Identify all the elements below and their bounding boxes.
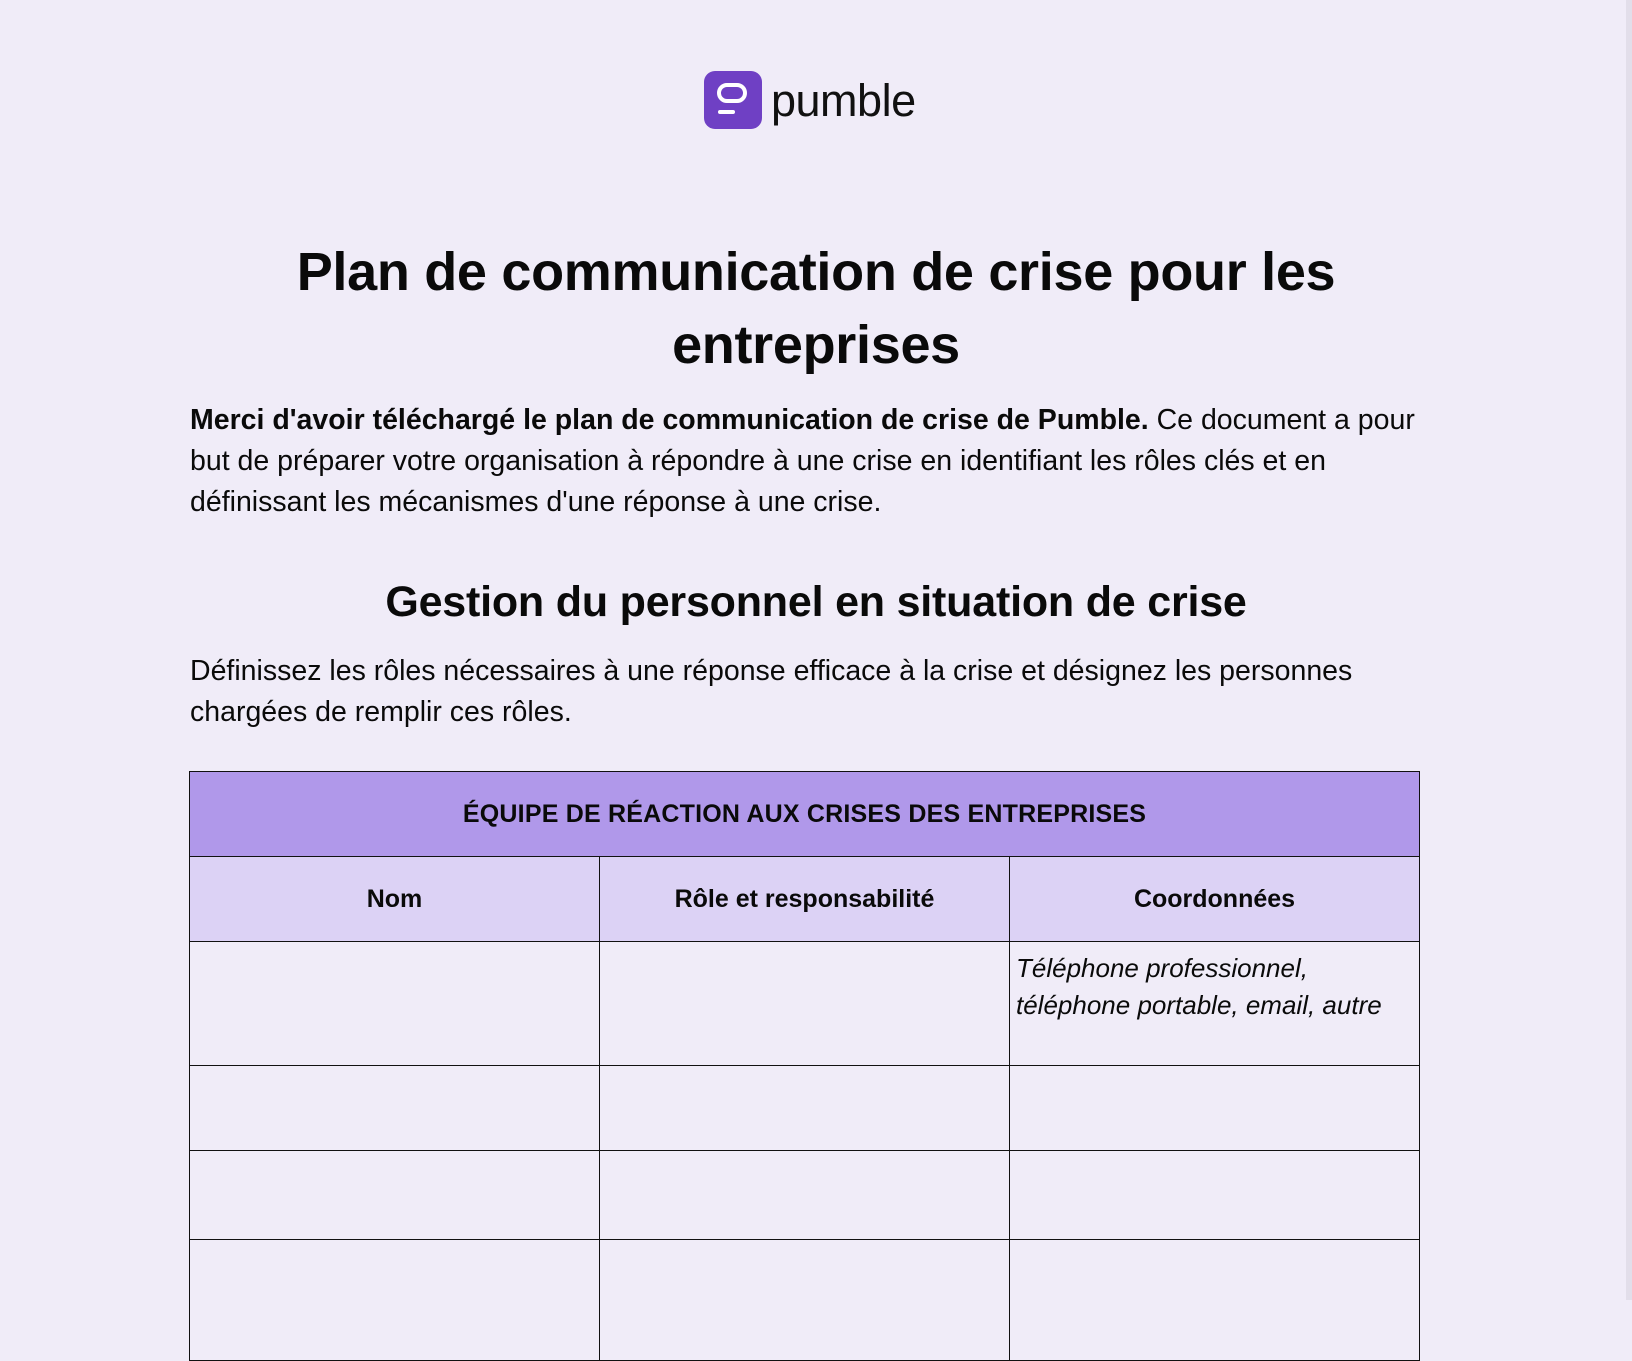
- intro-bold-text: Merci d'avoir téléchargé le plan de communication de crise de Pumble.: [190, 404, 1149, 436]
- scrollbar-track[interactable]: [1626, 0, 1632, 1300]
- intro-text: Ce document a pour but de préparer votre organisation à répondre à une crise en identifiant les rôles clés et en définissant les mécanismes d'une réponse à une crise.: [190, 404, 1415, 518]
- table-row: [190, 1151, 1420, 1240]
- table-cell-role[interactable]: [600, 942, 1010, 1066]
- table-row: [190, 1240, 1420, 1361]
- table-cell-name[interactable]: [190, 942, 600, 1066]
- table-cell-role[interactable]: [600, 1240, 1010, 1361]
- column-header-name: Nom: [190, 857, 600, 942]
- contact-hint-text: Téléphone professionnel, téléphone portable, email, autre: [1016, 953, 1382, 1020]
- table-cell-name[interactable]: [190, 1240, 600, 1361]
- table-cell-contact[interactable]: [1010, 1240, 1420, 1361]
- column-header-role: Rôle et responsabilité: [600, 857, 1010, 942]
- intro-paragraph: [190, 400, 1442, 523]
- table-cell-contact[interactable]: [1010, 942, 1420, 1066]
- table-row: [190, 942, 1420, 1066]
- pumble-logo-icon: [704, 71, 762, 129]
- table-cell-name[interactable]: [190, 1066, 600, 1151]
- table-cell-contact[interactable]: [1010, 1151, 1420, 1240]
- table-row: [190, 1066, 1420, 1151]
- document-body: [190, 236, 1442, 733]
- section-title: Gestion du personnel en situation de crise: [385, 578, 1247, 626]
- column-header-contact: Coordonnées: [1010, 857, 1420, 942]
- document-title: Plan de communication de crise pour les entreprises: [296, 242, 1336, 375]
- section-description: Définissez les rôles nécessaires à une réponse efficace à la crise et désignez les personnes chargées de remplir ces rôles.: [190, 655, 1353, 728]
- table-cell-contact[interactable]: [1010, 1066, 1420, 1151]
- table-title: ÉQUIPE DE RÉACTION AUX CRISES DES ENTREPRISES: [190, 772, 1420, 857]
- crisis-team-table: [189, 771, 1420, 1361]
- table-cell-role[interactable]: [600, 1151, 1010, 1240]
- logo-wordmark: pumble: [771, 74, 916, 126]
- pumble-logo: [704, 70, 916, 130]
- table-cell-name[interactable]: [190, 1151, 600, 1240]
- table-cell-role[interactable]: [600, 1066, 1010, 1151]
